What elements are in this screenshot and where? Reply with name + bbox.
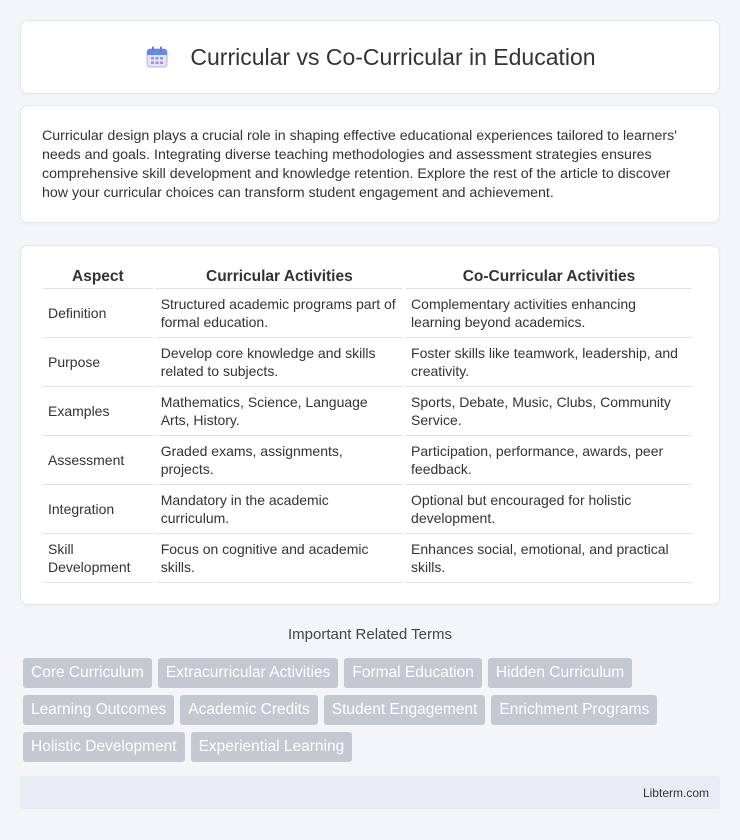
table-row — [43, 289, 692, 338]
row-curricular: Structured academic programs part of formal education. — [156, 289, 403, 338]
related-terms-tags — [23, 658, 723, 762]
intro-card — [20, 105, 720, 223]
header-aspect: Aspect — [43, 264, 153, 289]
header-inner — [144, 44, 595, 71]
table-row — [43, 534, 692, 583]
row-aspect: Definition — [43, 289, 153, 338]
tag-experiential-learning[interactable]: Experiential Learning — [191, 732, 353, 762]
footer-site-link[interactable]: Libterm.com — [642, 785, 709, 800]
table-row — [43, 485, 692, 534]
calendar-icon — [144, 44, 170, 70]
tag-academic-credits[interactable]: Academic Credits — [180, 695, 317, 725]
comparison-table-card — [20, 245, 720, 605]
tag-learning-outcomes[interactable]: Learning Outcomes — [23, 695, 174, 725]
row-co-curricular: Participation, performance, awards, peer feedback. — [406, 436, 692, 485]
row-co-curricular: Sports, Debate, Music, Clubs, Community Service. — [406, 387, 692, 436]
page-title: Curricular vs Co-Curricular in Education — [190, 43, 596, 70]
tag-formal-education[interactable]: Formal Education — [344, 658, 481, 688]
row-aspect: Skill Development — [43, 534, 153, 583]
tag-enrichment-programs[interactable]: Enrichment Programs — [491, 695, 657, 725]
table-row — [43, 436, 692, 485]
row-curricular: Graded exams, assignments, projects. — [156, 436, 403, 485]
row-co-curricular: Foster skills like teamwork, leadership, and creativity. — [406, 338, 692, 387]
row-co-curricular: Complementary activities enhancing learning beyond academics. — [406, 289, 692, 338]
row-curricular: Focus on cognitive and academic skills. — [156, 534, 403, 583]
tag-holistic-development[interactable]: Holistic Development — [23, 732, 185, 762]
tag-extracurricular-activities[interactable]: Extracurricular Activities — [158, 658, 339, 688]
tag-hidden-curriculum[interactable]: Hidden Curriculum — [488, 658, 632, 688]
header-co-curricular: Co-Curricular Activities — [406, 264, 692, 289]
tag-core-curriculum[interactable]: Core Curriculum — [23, 658, 152, 688]
intro-paragraph: Curricular design plays a crucial role in shaping effective educational experiences tailored to learners' needs and goals. Integrating diverse teaching methodologies and assessment strategies ensures comprehensive skill development and knowledge retention. Explore the rest of the article to discover how your curricular choices can transform student engagement and achievement. — [42, 128, 677, 201]
row-aspect: Examples — [43, 387, 153, 436]
row-curricular: Mandatory in the academic curriculum. — [156, 485, 403, 534]
header-curricular: Curricular Activities — [156, 264, 403, 289]
table-header-row — [43, 264, 692, 289]
header-card — [20, 20, 720, 94]
row-aspect: Purpose — [43, 338, 153, 387]
tag-student-engagement[interactable]: Student Engagement — [324, 695, 486, 725]
row-curricular: Mathematics, Science, Language Arts, History. — [156, 387, 403, 436]
table-row — [43, 387, 692, 436]
related-terms-title: Important Related Terms — [288, 626, 452, 643]
row-co-curricular: Enhances social, emotional, and practical skills. — [406, 534, 692, 583]
footer — [20, 776, 720, 809]
row-curricular: Develop core knowledge and skills related to subjects. — [156, 338, 403, 387]
row-aspect: Integration — [43, 485, 153, 534]
row-co-curricular: Optional but encouraged for holistic development. — [406, 485, 692, 534]
comparison-table — [40, 264, 695, 583]
table-row — [43, 338, 692, 387]
row-aspect: Assessment — [43, 436, 153, 485]
